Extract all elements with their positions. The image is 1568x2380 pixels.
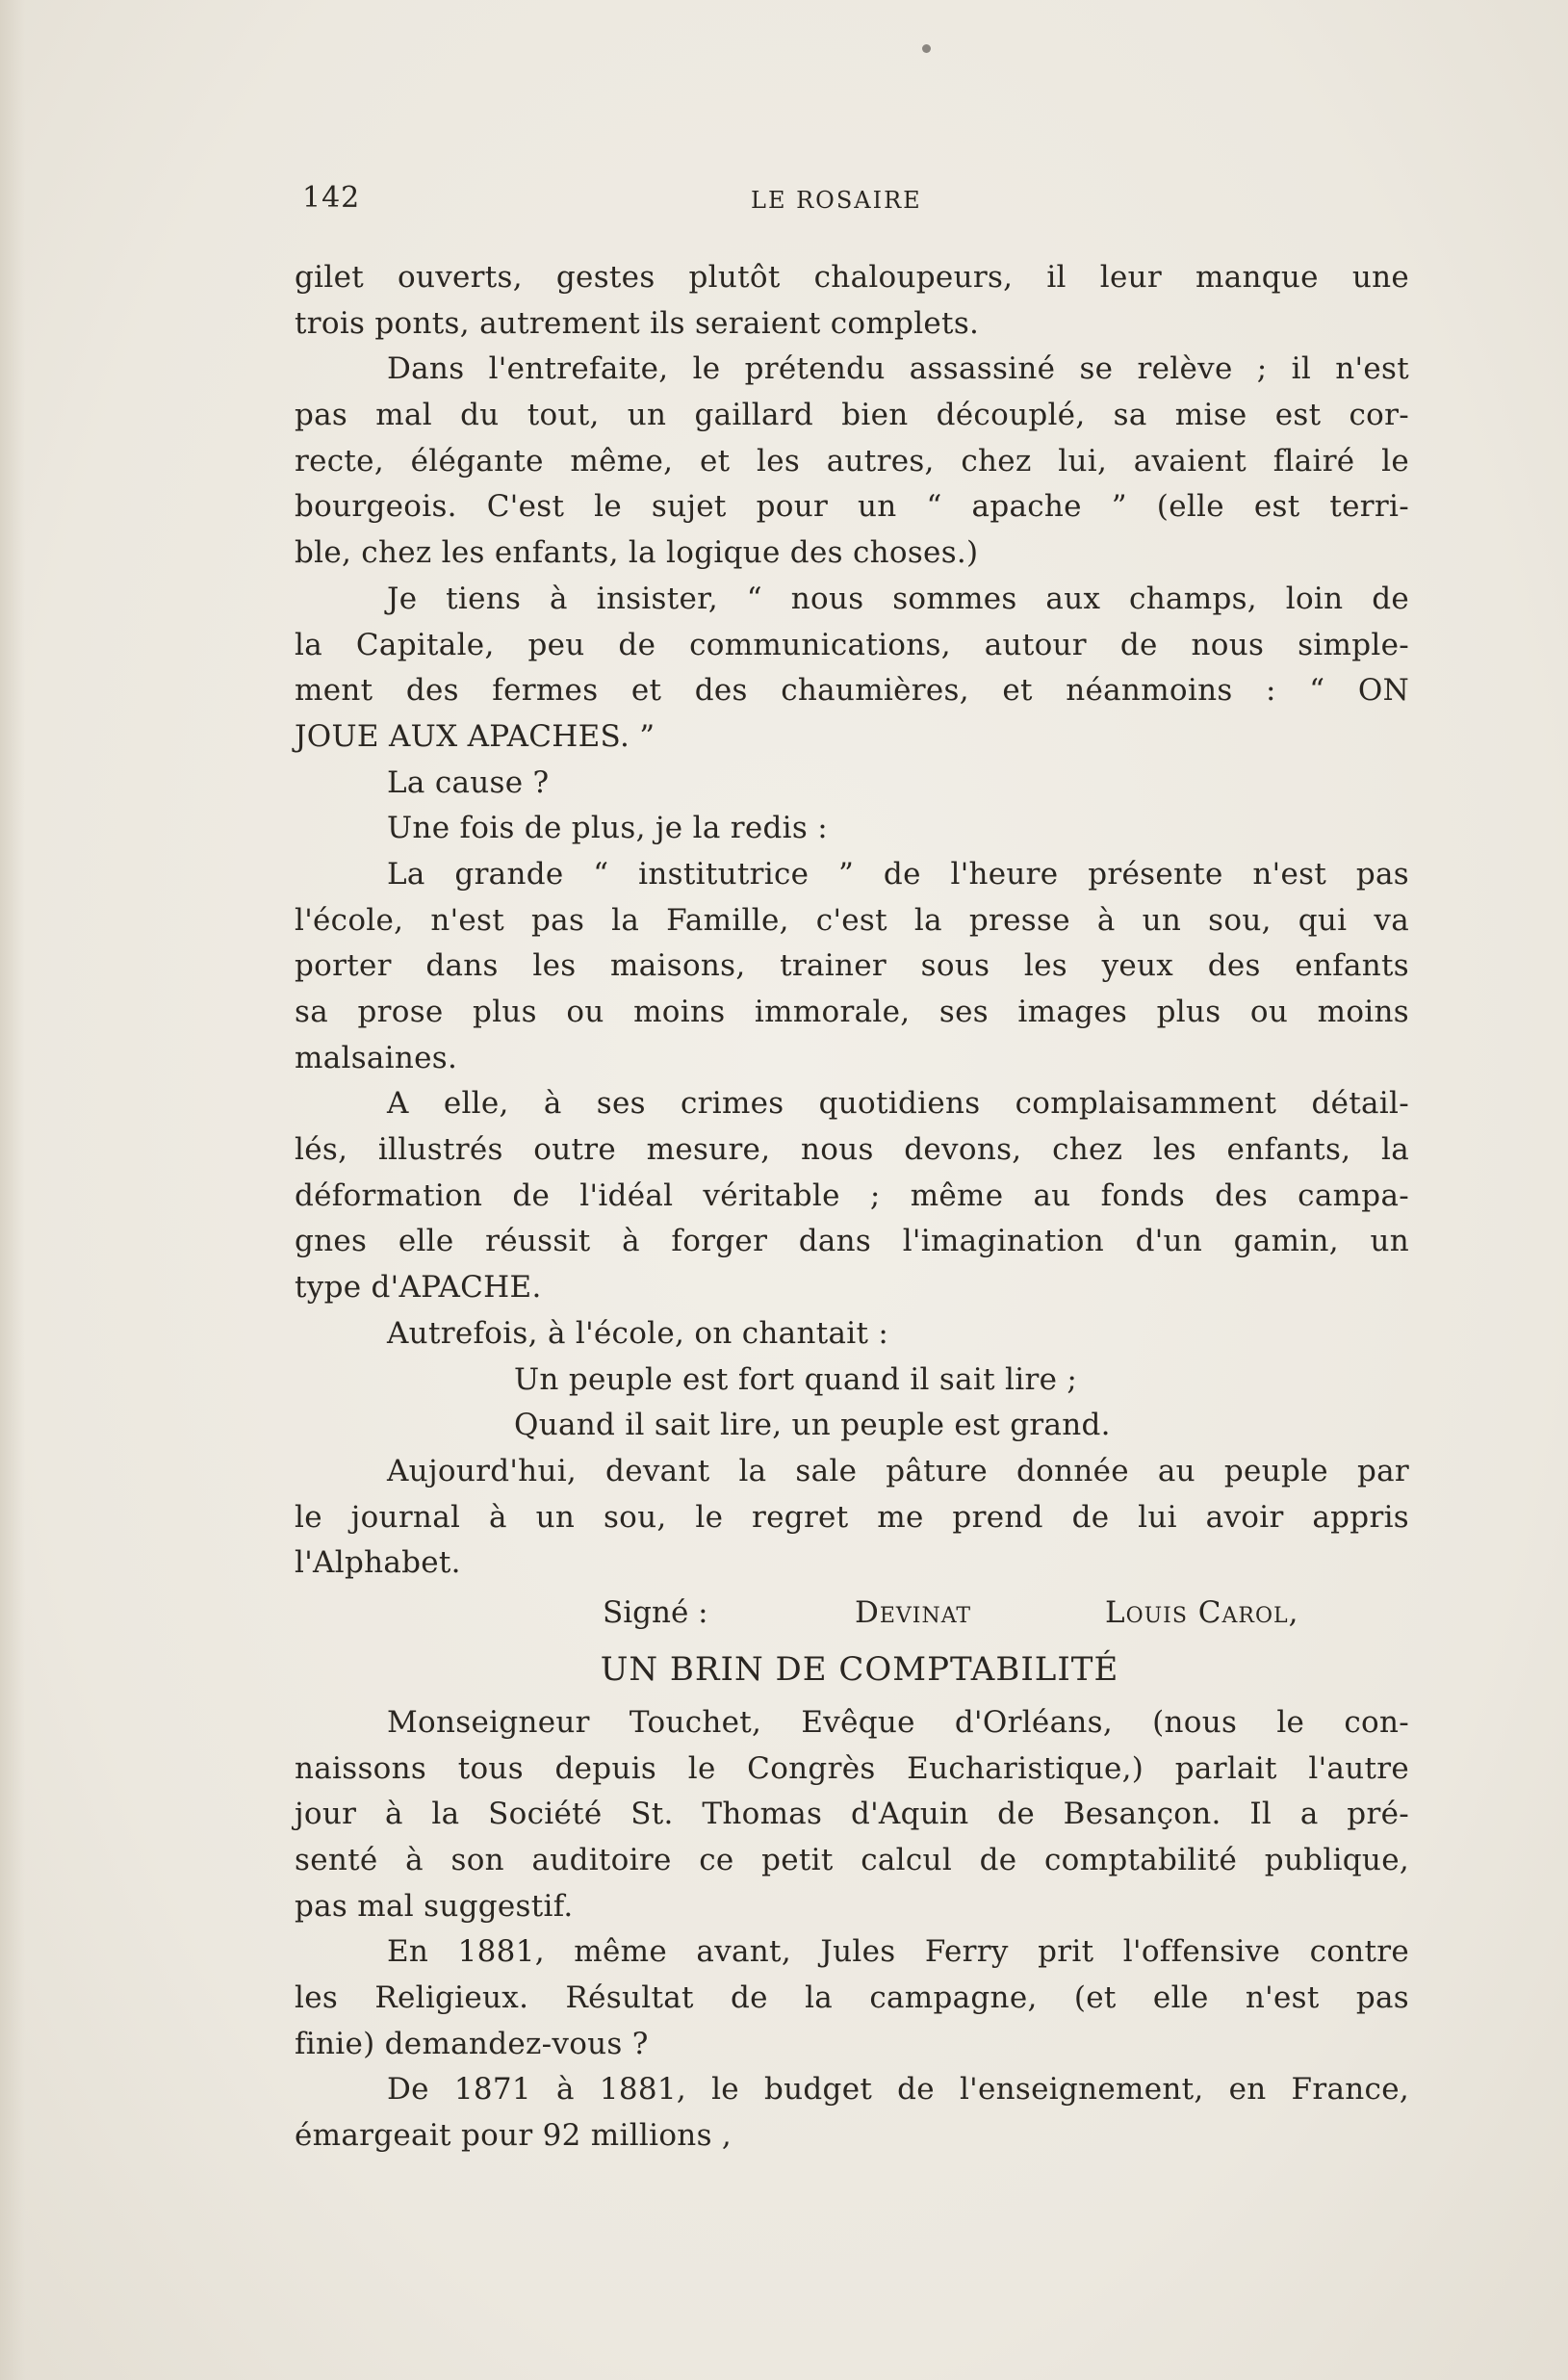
text-line: naissons tous depuis le Congrès Eucharistique,) parlait l'autre xyxy=(295,1750,1409,1786)
text-line: porter dans les maisons, trainer sous les yeux des enfants xyxy=(295,948,1409,984)
text-line: Une fois de plus, je la redis : xyxy=(387,811,828,846)
text-line: pas mal du tout, un gaillard bien découplé, sa mise est cor- xyxy=(295,398,1409,433)
text-line: la Capitale, peu de communications, autour de nous simple- xyxy=(295,627,1409,662)
page-gutter-shadow xyxy=(0,0,25,2380)
text-line: Aujourd'hui, devant la sale pâture donnée au peuple par xyxy=(387,1453,1409,1488)
text-line: ment des fermes et des chaumières, et néanmoins : “ ON xyxy=(295,673,1409,709)
text-line: recte, élégante même, et les autres, chez lui, avaient flairé le xyxy=(295,443,1409,479)
text-line: type d'APACHE. xyxy=(295,1270,542,1306)
signature-name-devinat: Devinat xyxy=(855,1594,972,1630)
text-line: pas mal suggestif. xyxy=(295,1888,574,1924)
ink-speck xyxy=(922,44,931,53)
text-line: La cause ? xyxy=(387,764,550,800)
text-line: jour à la Société St. Thomas d'Aquin de Besançon. Il a pré- xyxy=(295,1797,1409,1832)
text-line: senté à son auditoire ce petit calcul de comptabilité publique, xyxy=(295,1843,1409,1877)
text-line: bourgeois. C'est le sujet pour un “ apache ” (elle est terri- xyxy=(295,489,1409,525)
text-line: JOUE AUX APACHES. ” xyxy=(295,718,655,754)
text-line: sa prose plus ou moins immorale, ses images plus ou moins xyxy=(295,995,1409,1029)
signature-label: Signé : xyxy=(603,1594,708,1630)
verse-line: Un peuple est fort quand il sait lire ; xyxy=(514,1361,1078,1397)
text-line: malsaines. xyxy=(295,1040,458,1075)
text-line: le journal à un sou, le regret me prend de lui avoir appris xyxy=(295,1499,1409,1535)
text-line: les Religieux. Résultat de la campagne, (et elle n'est pas xyxy=(295,1980,1409,2016)
verse-line: Quand il sait lire, un peuple est grand. xyxy=(514,1408,1111,1443)
text-line: Monseigneur Touchet, Evêque d'Orléans, (nous le con- xyxy=(387,1704,1409,1740)
text-line: Je tiens à insister, “ nous sommes aux champs, loin de xyxy=(387,581,1409,616)
page-number: 142 xyxy=(302,181,361,215)
text-line: émargeait pour 92 millions , xyxy=(295,2118,733,2154)
text-line: l'Alphabet. xyxy=(295,1545,461,1581)
text-line: trois ponts, autrement ils seraient complets. xyxy=(295,305,980,341)
text-line: gnes elle réussit à forger dans l'imagination d'un gamin, un xyxy=(295,1224,1409,1259)
signature-name-carol: Louis Carol, xyxy=(1105,1594,1299,1630)
text-line: ble, chez les enfants, la logique des choses.) xyxy=(295,535,979,571)
text-line: finie) demandez-vous ? xyxy=(295,2026,649,2061)
text-line: A elle, à ses crimes quotidiens complaisamment détail- xyxy=(387,1086,1409,1122)
running-head: LE ROSAIRE xyxy=(751,187,922,214)
section-title: UN BRIN DE COMPTABILITÉ xyxy=(600,1649,1119,1689)
body-text xyxy=(295,255,1409,2160)
text-line: Autrefois, à l'école, on chantait : xyxy=(387,1315,889,1351)
text-line: lés, illustrés outre mesure, nous devons, chez les enfants, la xyxy=(295,1132,1409,1168)
text-line: gilet ouverts, gestes plutôt chaloupeurs, il leur manque une xyxy=(295,260,1409,295)
text-line: déformation de l'idéal véritable ; même au fonds des campa- xyxy=(295,1177,1409,1213)
text-line: De 1871 à 1881, le budget de l'enseignement, en France, xyxy=(387,2072,1409,2108)
page-header xyxy=(302,181,1407,220)
text-line: La grande “ institutrice ” de l'heure présente n'est pas xyxy=(387,856,1409,892)
text-line: En 1881, même avant, Jules Ferry prit l'offensive contre xyxy=(387,1934,1409,1970)
signature xyxy=(295,1587,1409,1639)
text-line: l'école, n'est pas la Famille, c'est la presse à un sou, qui va xyxy=(295,902,1409,938)
text-line: Dans l'entrefaite, le prétendu assassiné se relève ; il n'est xyxy=(387,351,1409,387)
